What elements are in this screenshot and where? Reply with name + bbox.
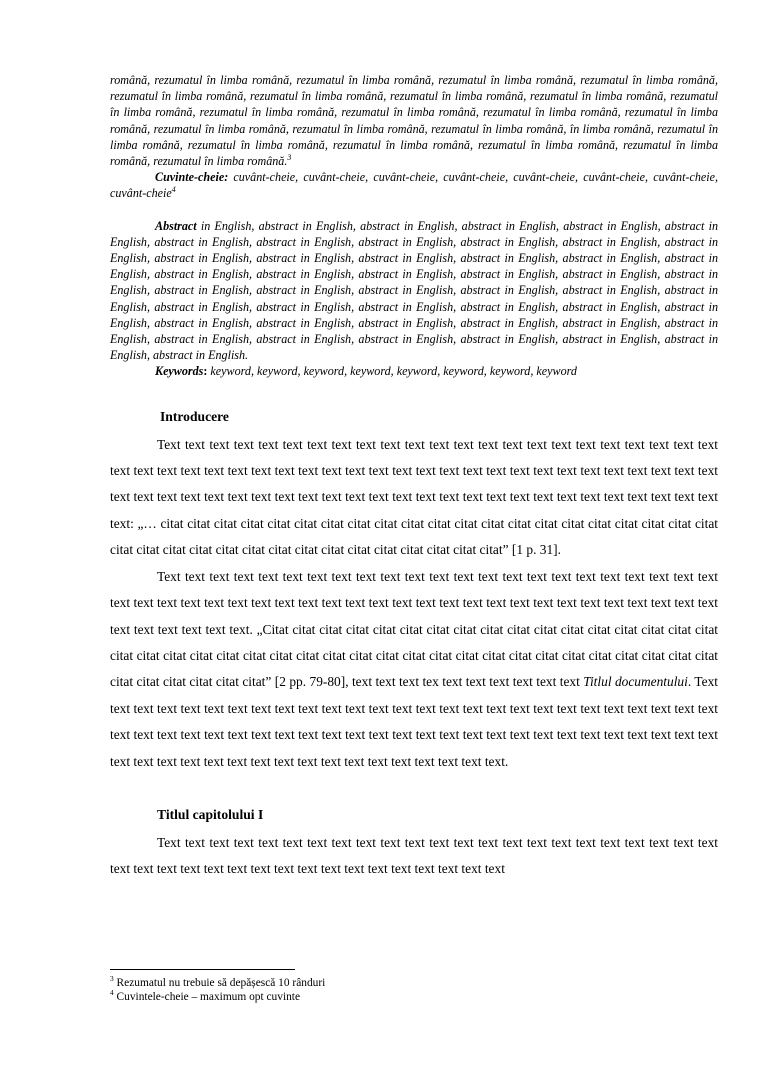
- footnote-4: [110, 990, 718, 1004]
- intro-paragraph-1: Text text text text text text text text text text text text text text text text text text text text text text text text text text text text text text text text text text text text text text text text text text text text text text text text text text text text text text text text text text text text text text text text text text text text text text text text text text text text: „… citat citat citat citat citat citat citat citat citat citat citat citat citat citat citat citat citat citat citat citat citat citat citat citat citat citat citat citat citat citat citat citat citat citat citat citat” [1 p. 31].: [110, 436, 718, 558]
- footnotes: [110, 969, 718, 1004]
- summary-text: română, rezumatul în limba română, rezumatul în limba română, rezumatul în limba română, rezumatul în limba română, rezumatul în limba română, rezumatul în limba română, rezumatul în limba română, rezumatul în limba română, rezumatul în limba română, rezumatul în limba română, rezumatul în limba română, rezumatul în limba română, rezumatul în limba română, rezumatul în limba română, rezumatul în limba română, rezumatul în limba română, în limba română, rezumatul în limba română, rezumatul în limba română, rezumatul în limba română, rezumatul în limba română, rezumatul în limba română, rezumatul în limba română.: [110, 73, 718, 169]
- page-body: [110, 72, 718, 883]
- section-heading-introducere: Introducere: [160, 408, 229, 424]
- intro-p2-text-b: . Text text text text text text text text text text text text text text text text text text text text text text text text text text text text text text text text text text text text text text text text text text text text text text text text text text text text text text text text text text text text text text text text text text text text text text.: [110, 674, 718, 769]
- keywords-en-text: keyword, keyword, keyword, keyword, keyword, keyword, keyword, keyword: [207, 364, 577, 379]
- intro-p2-text-a: Text text text text text text text text text text text text text text text text text text text text text text text text text text text text text text text text text text text text text text text text text text text text text text text text text text text text text text text. „Citat citat citat citat citat citat citat citat citat citat citat citat citat citat citat citat citat citat citat citat citat citat citat citat citat citat citat citat citat citat citat citat citat citat citat citat citat citat citat citat citat citat citat citat citat citat” [2 pp. 79-80], text text text tex text text text text text text: [110, 568, 718, 690]
- keywords-ro-text: cuvânt-cheie, cuvânt-cheie, cuvânt-cheie, cuvânt-cheie, cuvânt-cheie, cuvânt-cheie, cuvânt-cheie, cuvânt-cheie: [110, 170, 718, 201]
- keywords-ro-label: Cuvinte-cheie:: [155, 170, 229, 185]
- abstract-label: Abstract: [155, 218, 197, 233]
- intro-paragraph-2: [110, 564, 718, 775]
- keywords-en-label: Keywords: [155, 364, 204, 379]
- document-title: Titlul documentului: [583, 674, 688, 690]
- summary-romanian: [110, 72, 718, 169]
- footnote-3: [110, 976, 718, 990]
- footnote-text: Cuvintele-cheie – maximum opt cuvinte: [113, 991, 301, 1003]
- footnote-separator: [110, 969, 295, 970]
- section-heading-capitol-1: Titlul capitolului I: [157, 806, 264, 822]
- abstract-text: in English, abstract in English, abstract in English, abstract in English, abstract in English, abstract in English, abstract in English, abstract in English, abstract in English, abstract in English, abstract in English, abstract in English, abstract in English, abstract in English, abstract in English, abstract in English, abstract in English, abstract in English, abstract in English, abstract in English, abstract in English, abstract in English, abstract in English, abstract in English, abstract in English, abstract in English, abstract in English, abstract in English, abstract in English, abstract in English, abstract in English, abstract in English, abstract in English, abstract in English, abstract in English, abstract in English, abstract in English, abstract in English, abstract in English, abstract in English, abstract in English, abstract in English, abstract in English, abstract in English, abstract in English, abstract in English, abstract in English, abstract in English, abstract in English.: [110, 218, 718, 363]
- keywords-english: [110, 363, 718, 379]
- footnote-number: 4: [110, 988, 114, 998]
- chapter1-paragraph-1: Text text text text text text text text text text text text text text text text text text text text text text text text text text text text text text text text text text text text text text text text: [110, 834, 718, 877]
- footnote-ref-4[interactable]: 4: [171, 185, 176, 195]
- keywords-en-colon: :: [203, 364, 208, 379]
- footnote-ref-3[interactable]: 3: [287, 152, 292, 162]
- abstract-english: [110, 218, 718, 364]
- keywords-romanian: [110, 169, 718, 201]
- spacer: [110, 202, 718, 218]
- footnote-text: Rezumatul nu trebuie să depășescă 10 rânduri: [113, 977, 326, 989]
- footnote-number: 3: [110, 974, 114, 984]
